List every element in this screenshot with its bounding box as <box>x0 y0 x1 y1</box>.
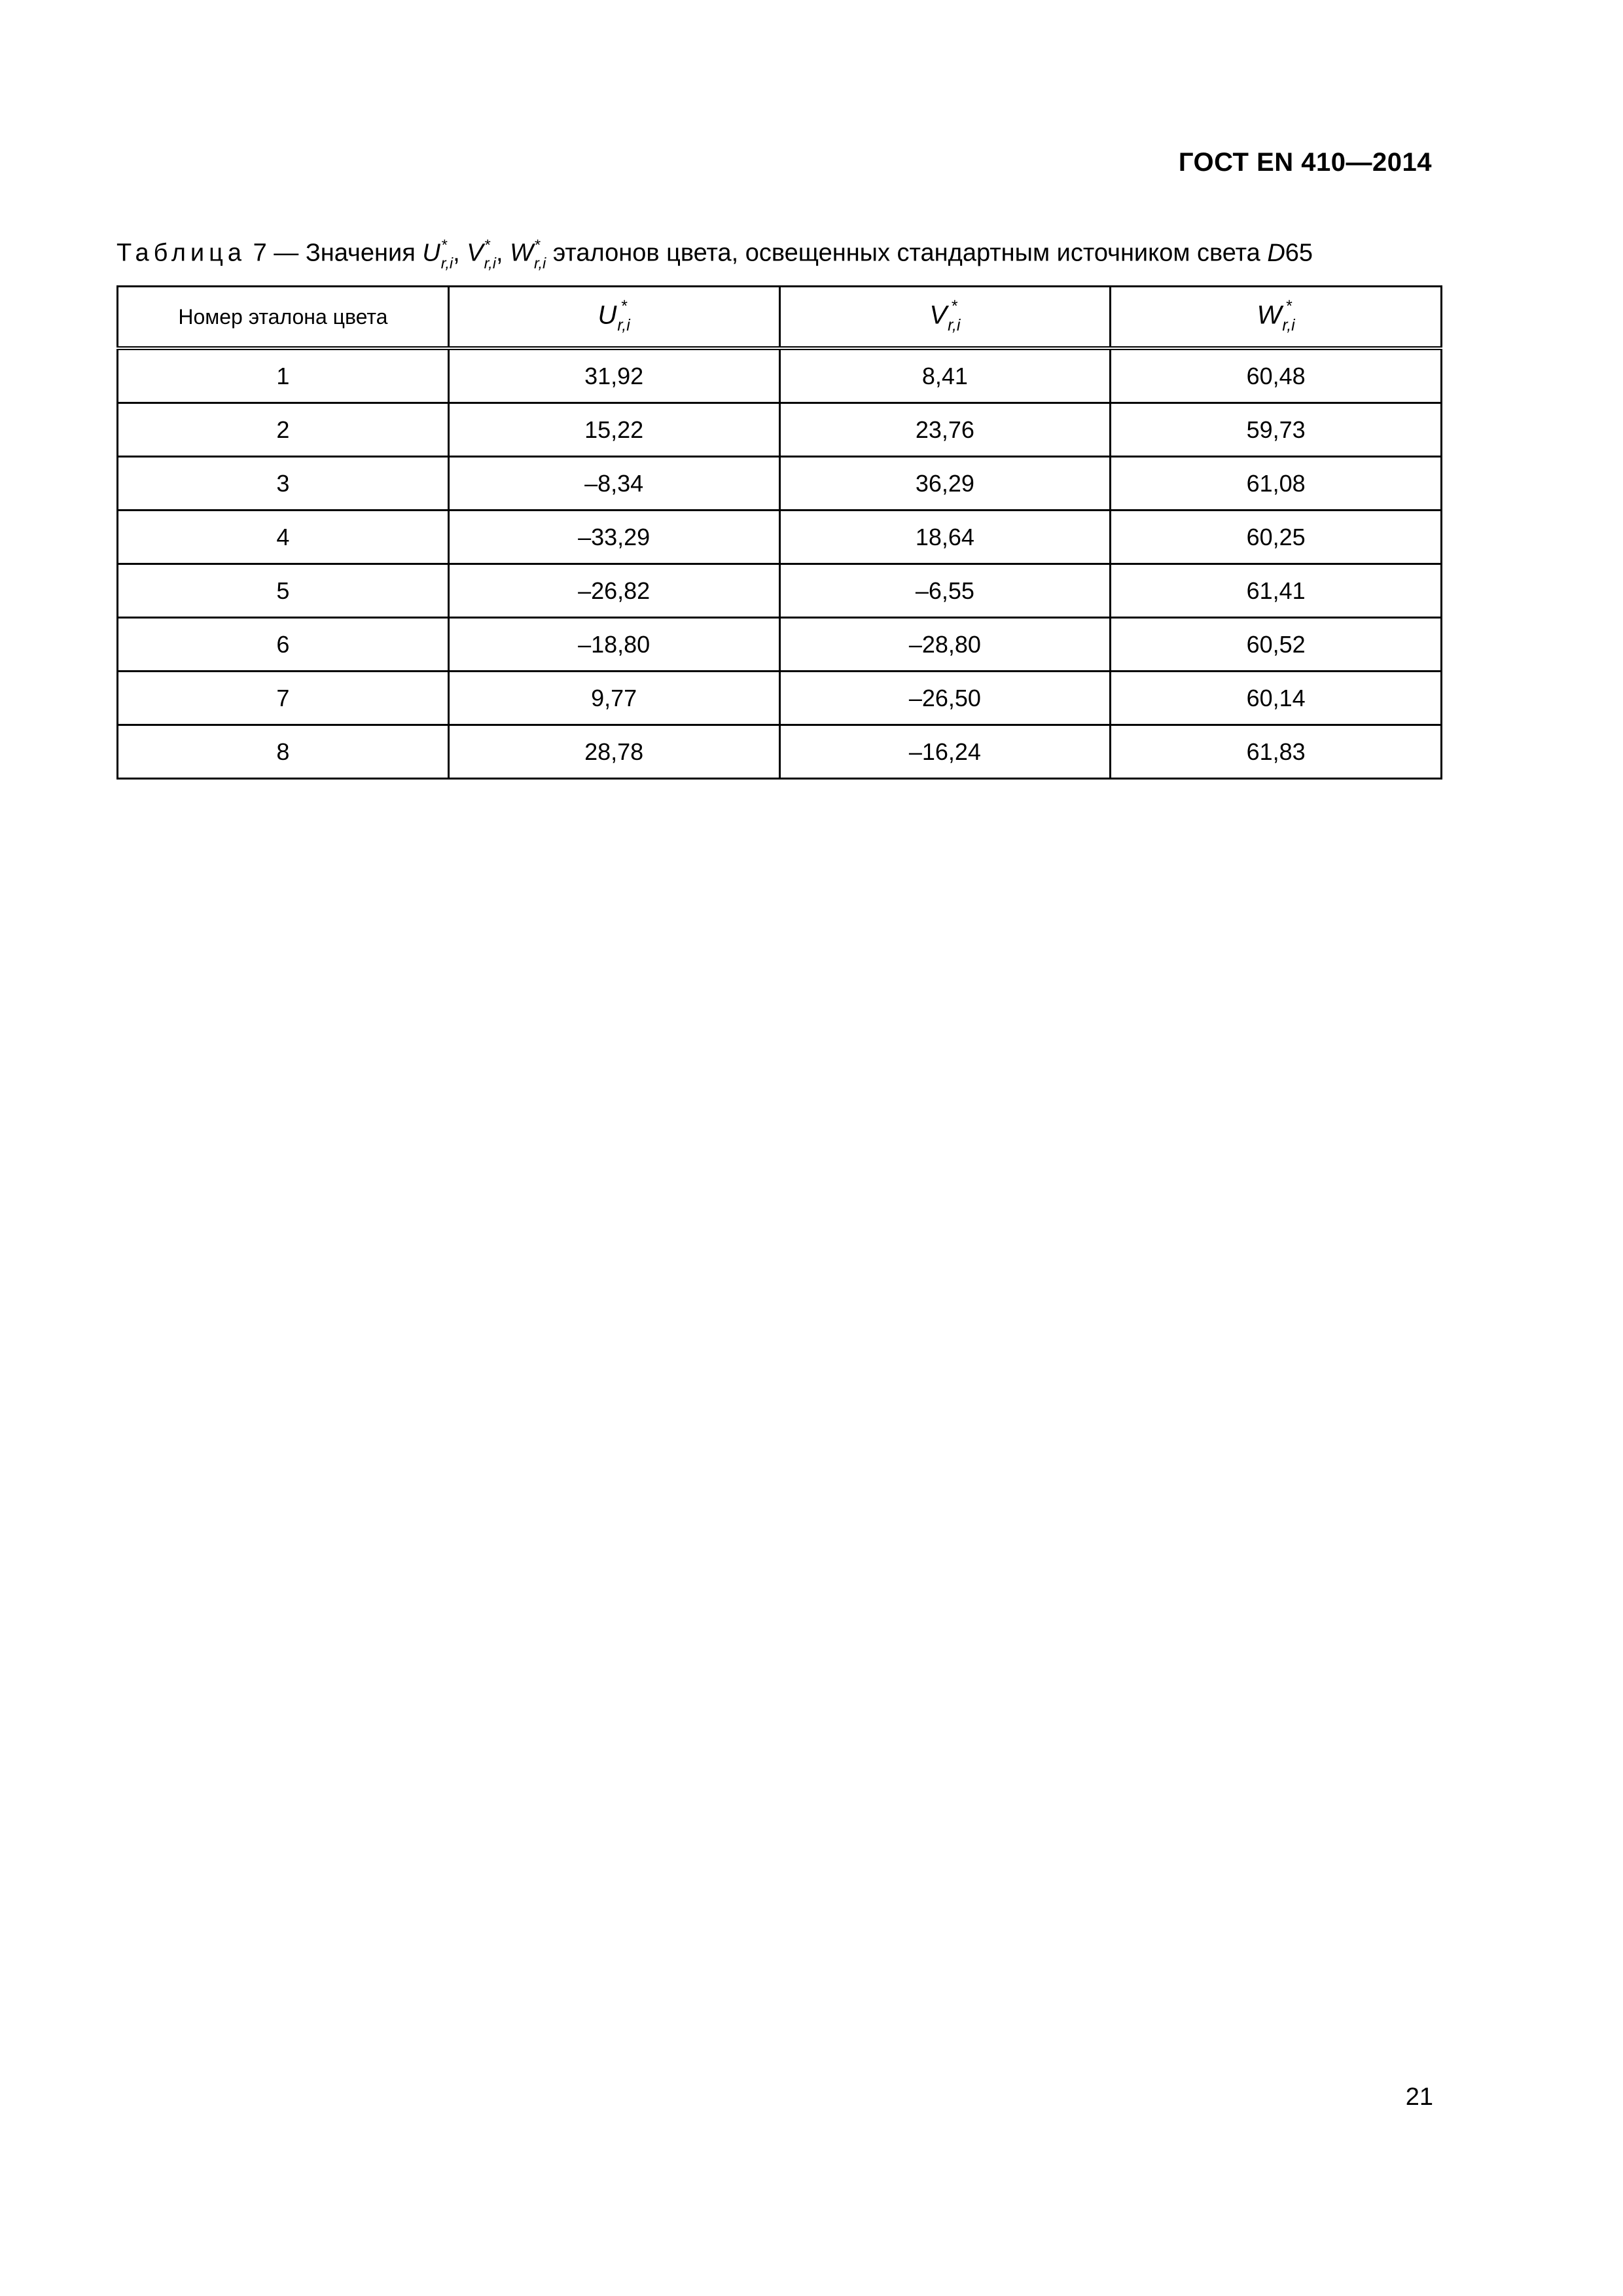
cell-standard-number: 2 <box>118 403 449 457</box>
cell-w-value: 59,73 <box>1111 403 1442 457</box>
cell-w-value: 60,52 <box>1111 618 1442 672</box>
caption-separator-2: , <box>495 239 510 267</box>
caption-var-u: U * r,i <box>422 236 454 272</box>
cell-w-value: 60,14 <box>1111 672 1442 725</box>
cell-u-value: 28,78 <box>448 725 779 779</box>
table-row <box>118 618 1442 672</box>
cell-w-value: 61,08 <box>1111 457 1442 511</box>
table-row <box>118 511 1442 564</box>
table-row <box>118 348 1442 403</box>
color-standards-table <box>116 285 1442 780</box>
caption-separator-1: , <box>453 239 467 267</box>
caption-var-v: V * r,i <box>467 236 496 272</box>
cell-u-value: 9,77 <box>448 672 779 725</box>
cell-v-value: –6,55 <box>779 564 1111 618</box>
cell-standard-number: 6 <box>118 618 449 672</box>
cell-v-value: 18,64 <box>779 511 1111 564</box>
cell-u-value: 31,92 <box>448 348 779 403</box>
cell-u-value: –26,82 <box>448 564 779 618</box>
table-row <box>118 403 1442 457</box>
page-number: 21 <box>1405 2083 1433 2111</box>
cell-v-value: 36,29 <box>779 457 1111 511</box>
cell-v-value: –26,50 <box>779 672 1111 725</box>
cell-u-value: –18,80 <box>448 618 779 672</box>
cell-v-value: 23,76 <box>779 403 1111 457</box>
cell-u-value: 15,22 <box>448 403 779 457</box>
document-code: ГОСТ EN 410—2014 <box>1178 148 1432 177</box>
column-header-v: V * r,i <box>779 287 1111 349</box>
caption-dash-text: — Значения <box>266 239 423 267</box>
column-header-u: U * r,i <box>448 287 779 349</box>
cell-w-value: 61,41 <box>1111 564 1442 618</box>
caption-illuminant-letter: D <box>1267 239 1285 267</box>
cell-standard-number: 3 <box>118 457 449 511</box>
caption-var-w: W * r,i <box>510 236 546 272</box>
table-header-row <box>118 287 1442 349</box>
cell-v-value: –28,80 <box>779 618 1111 672</box>
caption-number: 7 <box>253 239 267 267</box>
caption-label: Таблица <box>116 239 246 267</box>
cell-w-value: 61,83 <box>1111 725 1442 779</box>
table-row <box>118 725 1442 779</box>
caption-illuminant-number: 65 <box>1285 239 1313 267</box>
cell-u-value: –33,29 <box>448 511 779 564</box>
column-header-standard-number: Номер эталона цвета <box>118 287 449 349</box>
cell-standard-number: 5 <box>118 564 449 618</box>
cell-standard-number: 1 <box>118 348 449 403</box>
cell-u-value: –8,34 <box>448 457 779 511</box>
cell-standard-number: 8 <box>118 725 449 779</box>
cell-v-value: –16,24 <box>779 725 1111 779</box>
caption-text-after: эталонов цвета, освещенных стандартным источником света <box>546 239 1268 267</box>
cell-w-value: 60,48 <box>1111 348 1442 403</box>
cell-w-value: 60,25 <box>1111 511 1442 564</box>
table-row <box>118 564 1442 618</box>
table-row <box>118 672 1442 725</box>
cell-standard-number: 4 <box>118 511 449 564</box>
cell-standard-number: 7 <box>118 672 449 725</box>
cell-v-value: 8,41 <box>779 348 1111 403</box>
table-row <box>118 457 1442 511</box>
table-caption <box>116 236 1313 272</box>
column-header-w: W * r,i <box>1111 287 1442 349</box>
